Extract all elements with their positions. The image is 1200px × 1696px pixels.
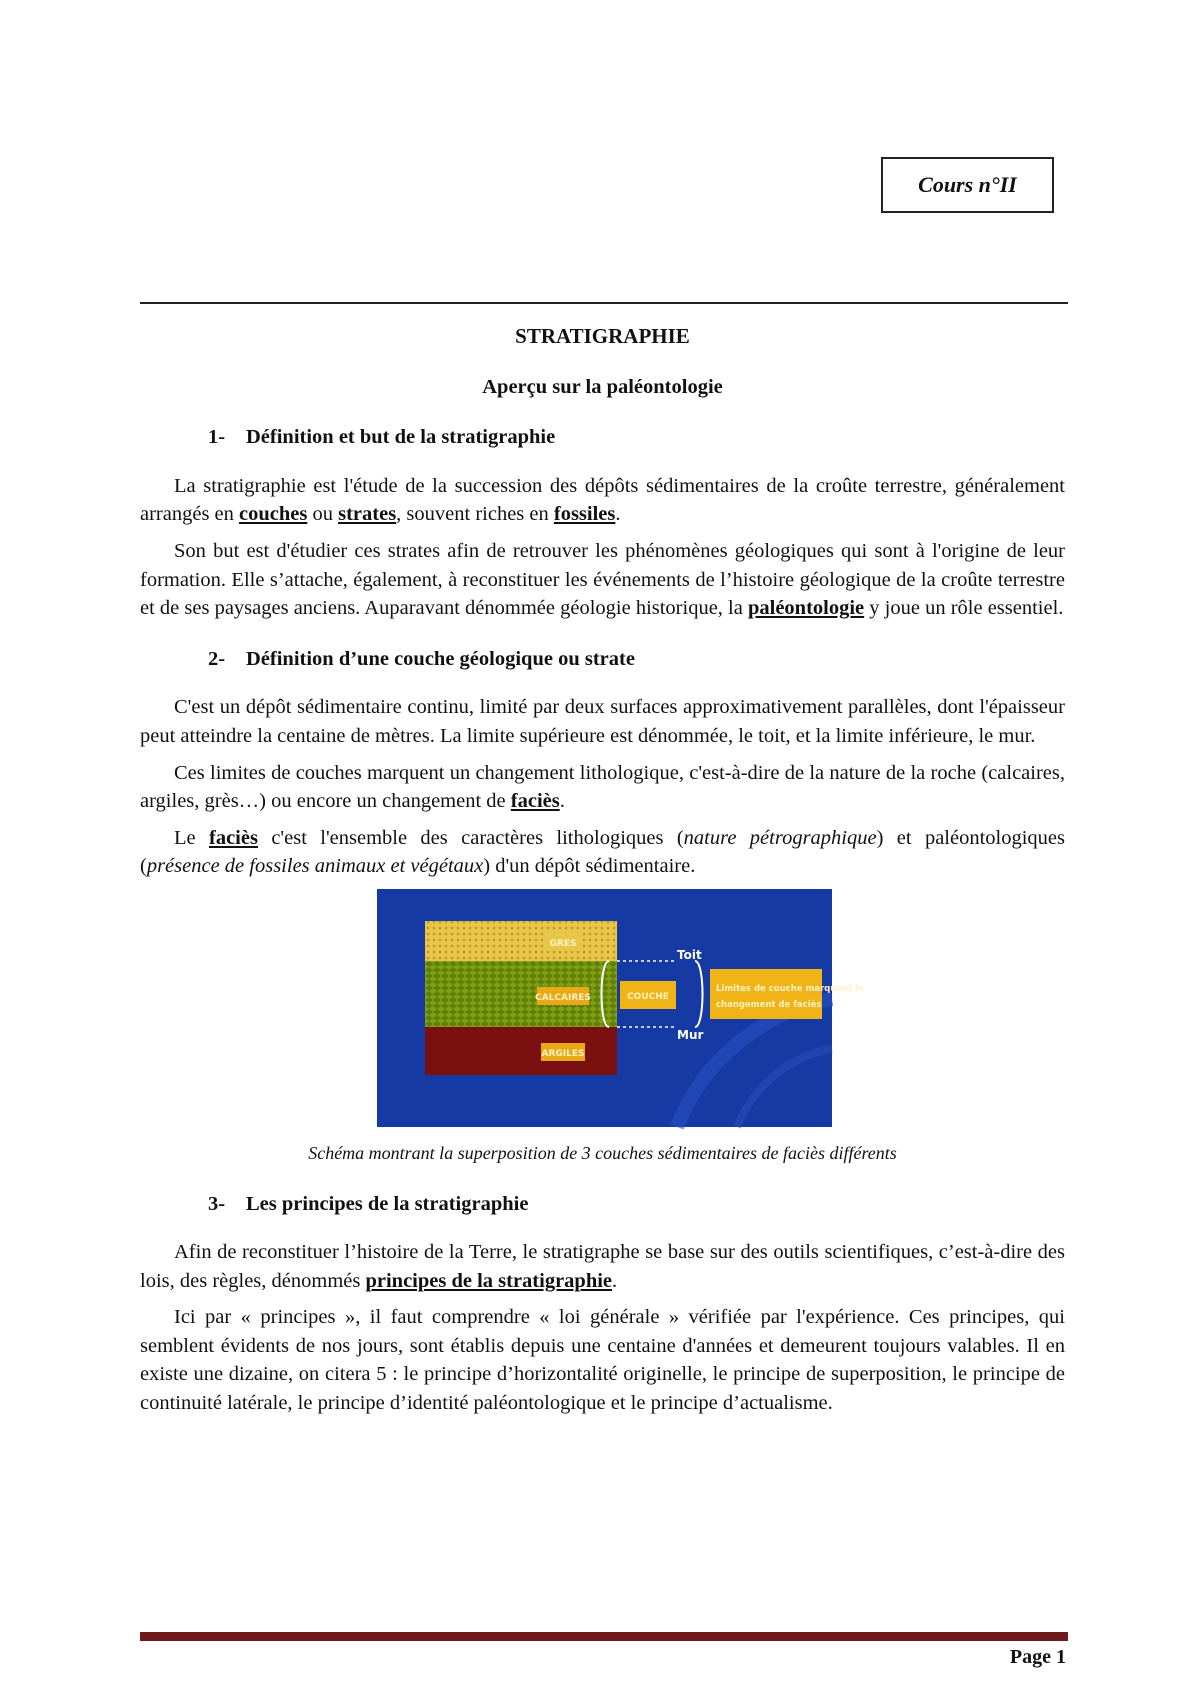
keyword-principes: principes de la stratigraphie [365, 1269, 613, 1292]
background-swoosh-2 [737, 1049, 832, 1127]
section-2-heading [140, 645, 1065, 674]
section-2-title: Définition d’une couche géologique ou strate [246, 647, 635, 670]
document-body [140, 322, 1065, 1426]
italic-presence-fossiles: présence de fossiles animaux et végétaux [146, 855, 484, 878]
top-rule [140, 302, 1068, 304]
section-1-paragraph-1: La stratigraphie est l'étude de la succession des dépôts sédimentaires de la croûte terrestre, généralement arrangés en couches ou strates, souvent riches en fossiles. [140, 474, 1065, 526]
keyword-paleontologie: paléontologie [747, 597, 865, 620]
keyword-strates: strates [338, 503, 397, 526]
toit-label: Toit [677, 947, 702, 962]
annotation-box [710, 969, 822, 1019]
section-1-title: Définition et but de la stratigraphie [246, 426, 556, 449]
section-3-title: Les principes de la stratigraphie [246, 1192, 529, 1215]
section-3-paragraph-2: Ici par « principes », il faut comprendre « loi générale » vérifiée par l'expérience. Ces principes, qui semblent évidents de nos jours, sont établis depuis une centaine d'années et demeurent toujours valables. Il en existe une dizaine, on citera 5 : le principe d’horizontalité originelle, le principe de superposition, le principe de continuité latérale, le principe d’identité paléontologique et le principe d’actualisme. [140, 1306, 1065, 1415]
page-title: STRATIGRAPHIE [515, 324, 690, 348]
section-1-number: 1- [208, 426, 226, 449]
section-2-paragraph-2: Ces limites de couches marquent un changement lithologique, c'est-à-dire de la nature de la roche (calcaires, argiles, grès…) ou encore un changement de faciès. [140, 761, 1065, 813]
figure-container [140, 889, 1065, 1127]
keyword-facies: faciès [510, 790, 560, 813]
section-1-heading [140, 423, 1065, 452]
course-number-label: Cours n°II [918, 172, 1017, 197]
layer-label-gres: GRES [549, 938, 577, 949]
layer-gres [425, 921, 617, 961]
layer-label-calcaires: CALCAIRES [535, 992, 591, 1003]
keyword-couches: couches [239, 503, 308, 526]
section-1-paragraph-2: Son but est d'étudier ces strates afin de retrouver les phénomènes géologiques qui sont à l'origine de leur formation. Elle s’attache, également, à reconstituer les événements de l’histoire géologique de la croûte terrestre et de ses paysages anciens. Auparavant dénommée géologie historique, la paléontologie y joue un rôle essentiel. [140, 539, 1065, 620]
annotation-line-1: Limites de couche marquant le [716, 983, 864, 994]
footer-rule [140, 1632, 1068, 1641]
section-2-number: 2- [208, 647, 226, 670]
mur-label: Mur [677, 1027, 704, 1042]
keyword-facies-2: faciès [209, 826, 258, 849]
page-subtitle: Aperçu sur la paléontologie [482, 375, 723, 398]
strata-figure [377, 889, 864, 1127]
couche-label: COUCHE [627, 991, 669, 1002]
layer-label-argiles: ARGILES [541, 1048, 585, 1059]
page-number: Page 1 [1009, 1646, 1066, 1668]
annotation-line-2: changement de faciès [716, 999, 822, 1010]
section-3-paragraph-1: Afin de reconstituer l’histoire de la Terre, le stratigraphe se base sur des outils scientifiques, c’est-à-dire des lois, des règles, dénommés principes de la stratigraphie. [140, 1241, 1065, 1292]
section-3-heading [140, 1190, 1065, 1219]
layer-argiles [425, 1027, 617, 1075]
keyword-fossiles: fossiles [553, 503, 616, 526]
section-3-number: 3- [208, 1192, 226, 1215]
limits-bracket [695, 961, 703, 1027]
section-2-paragraph-3: Le faciès c'est l'ensemble des caractères lithologiques (nature pétrographique) et paléontologiques (présence de fossiles animaux et végétaux) d'un dépôt sédimentaire. [140, 826, 1066, 878]
figure-caption: Schéma montrant la superposition de 3 couches sédimentaires de faciès différents [308, 1142, 897, 1163]
italic-nature-petrographique: nature pétrographique [683, 826, 877, 849]
course-number-box [881, 157, 1054, 213]
strata-diagram [377, 889, 864, 1127]
section-2-paragraph-1: C'est un dépôt sédimentaire continu, limité par deux surfaces approximativement parallèles, dont l'épaisseur peut atteindre la centaine de mètres. La limite supérieure est dénommée, le toit, et la limite inférieure, le mur. [140, 696, 1065, 747]
